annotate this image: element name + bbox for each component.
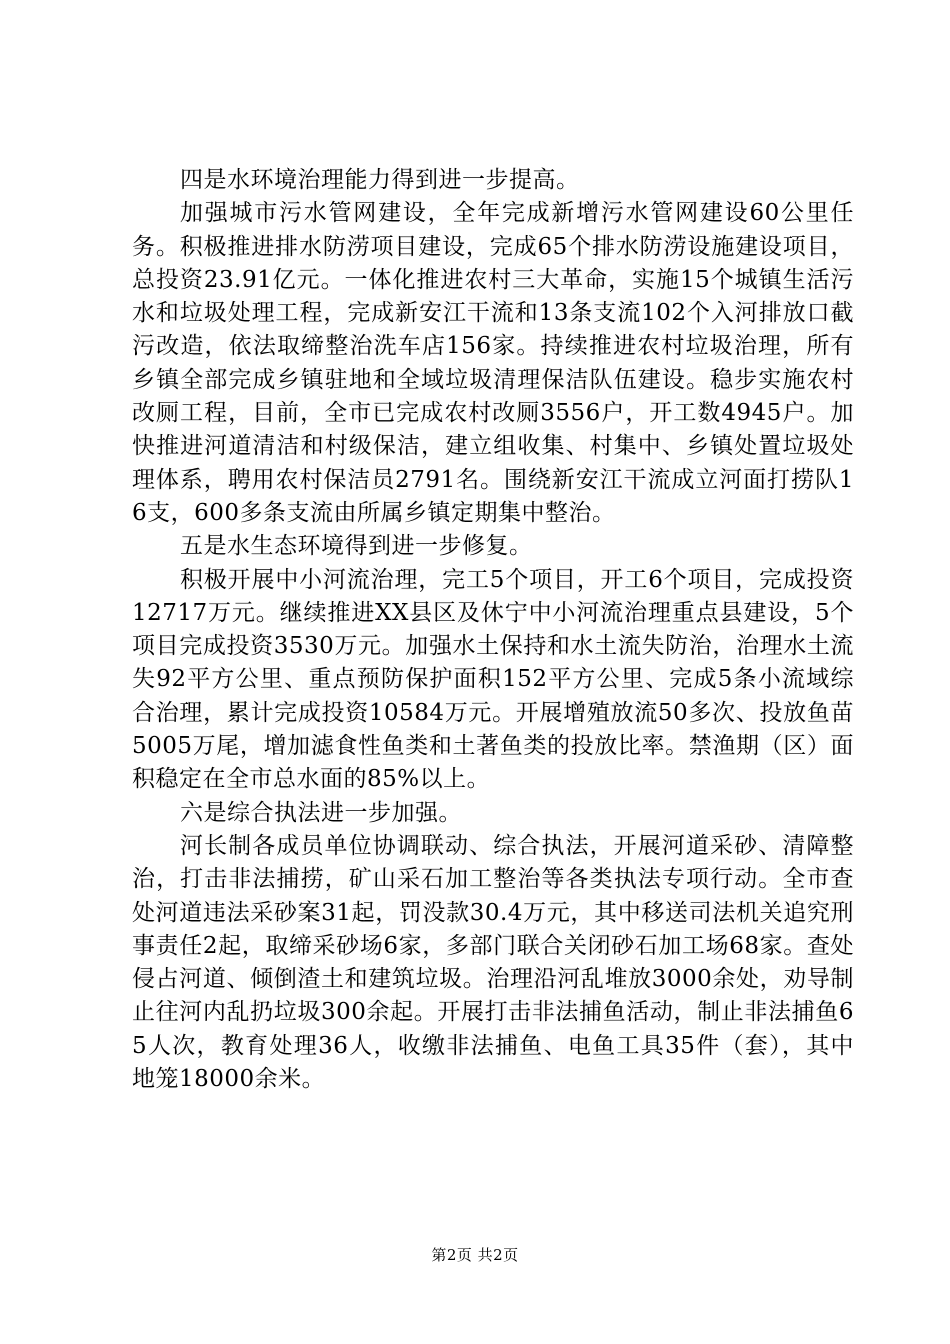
section-heading-water-ecology: 五是水生态环境得到进一步修复。 xyxy=(180,533,533,560)
document-body xyxy=(132,164,854,1096)
page-number-footer: 第2页 共2页 xyxy=(431,1246,519,1264)
paragraph-water-governance: 加强城市污水管网建设，全年完成新增污水管网建设60公里任务。积极推进排水防涝项目建设，完成65个排水防涝设施建设项目，总投资23.91亿元。一体化推进农村三大革命，实施15个城镇生活污水和垃圾处理工程，完成新安江干流和13条支流102个入河排放口截污改造，依法取缔整治洗车店156家。持续推进农村垃圾治理，所有乡镇全部完成乡镇驻地和全域垃圾清理保洁队伍建设。稳步实施农村改厕工程，目前，全市已完成农村改厕3556户，开工数4945户。加快推进河道清洁和村级保洁，建立组收集、村集中、乡镇处置垃圾处理体系，聘用农村保洁员2791名。围绕新安江干流成立河面打捞队16支，600多条支流由所属乡镇定期集中整治。 xyxy=(132,200,854,526)
section-heading-law-enforcement: 六是综合执法进一步加强。 xyxy=(180,799,462,826)
section-heading-water-environment: 四是水环境治理能力得到进一步提高。 xyxy=(180,167,580,193)
paragraph-river-restoration: 积极开展中小河流治理，完工5个项目，开工6个项目，完成投资12717万元。继续推进XX县区及休宁中小河流治理重点县建设，5个项目完成投资3530万元。加强水土保持和水土流失防治，治理水土流失92平方公里、重点预防保护面积152平方公里、完成5条小流域综合治理，累计完成投资10584万元。开展增殖放流50多次、投放鱼苗5005万尾，增加滤食性鱼类和土著鱼类的投放比率。禁渔期（区）面积稳定在全市总水面的85%以上。 xyxy=(132,566,854,793)
paragraph-enforcement-actions: 河长制各成员单位协调联动、综合执法，开展河道采砂、清障整治，打击非法捕捞，矿山采石加工整治等各类执法专项行动。全市查处河道违法采砂案31起，罚没款30.4万元，其中移送司法机关追究刑事责任2起，取缔采砂场6家，多部门联合关闭砂石加工场68家。查处侵占河道、倾倒渣土和建筑垃圾。治理沿河乱堆放3000余处，劝导制止往河内乱扔垃圾300余起。开展打击非法捕鱼活动，制止非法捕鱼65人次，教育处理36人，收缴非法捕鱼、电鱼工具35件（套），其中地笼18000余米。 xyxy=(132,832,854,1093)
